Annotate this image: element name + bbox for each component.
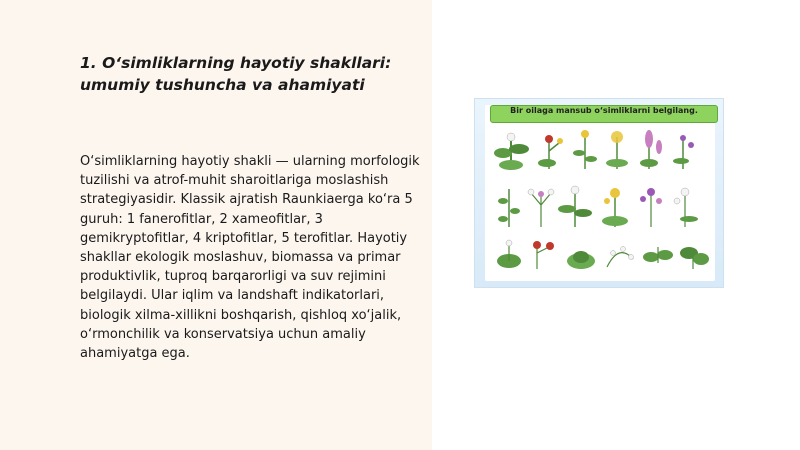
plant-illustration-icon [674,188,698,227]
plant-illustration-icon [533,241,554,269]
plant-illustration-icon [640,188,662,227]
plants-figure [474,98,724,288]
plant-illustrations [475,99,725,289]
slide-body-text: O‘simliklarning hayotiy shakli — ularning morfologik tuzilishi va atrof-muhit sharoitlariga moslashish strategiyasidir. Klassik ajratish Raunkiaerga ko‘ra 5 guruh: 1 fanerofitlar, 2 xameofitlar, 3 gemikryptofitlar, 4 kriptofitlar, 5 terofitlar. Hayotiy shakllar ekologik moslashuv, biomassa va primar produktivlik, tuproq barqarorligi va suv rejimini belgilaydi. Ular iqlim va landshaft indikatorlari, biologik xilma-xillikni boshqarish, qishloq xo‘jalik, o‘rmonchilik va konservatsiya uchun amaliy ahamiyatga ega. [80,154,420,362]
plant-illustration-icon [538,135,563,169]
plant-illustration-icon [640,130,662,169]
plant-illustration-icon [498,189,520,227]
plant-illustration-icon [573,130,597,169]
plant-illustration-icon [494,133,529,170]
figure-label: Bir oilaga mansub o‘simliklarni belgilang. [490,105,718,123]
plant-illustration-icon [643,247,673,263]
plant-illustration-icon [673,135,694,169]
plant-illustration-icon [680,247,709,269]
plant-illustration-icon [528,189,554,227]
plant-illustration-icon [558,186,592,227]
plant-illustration-icon [497,240,521,268]
plant-illustration-icon [606,131,628,169]
slide-title: 1. O‘simliklarning hayotiy shakllari: umumiy tushuncha va ahamiyati [80,54,392,94]
plant-illustration-icon [567,251,595,269]
plant-illustration-icon [602,188,628,227]
plant-illustration-icon [607,247,634,268]
